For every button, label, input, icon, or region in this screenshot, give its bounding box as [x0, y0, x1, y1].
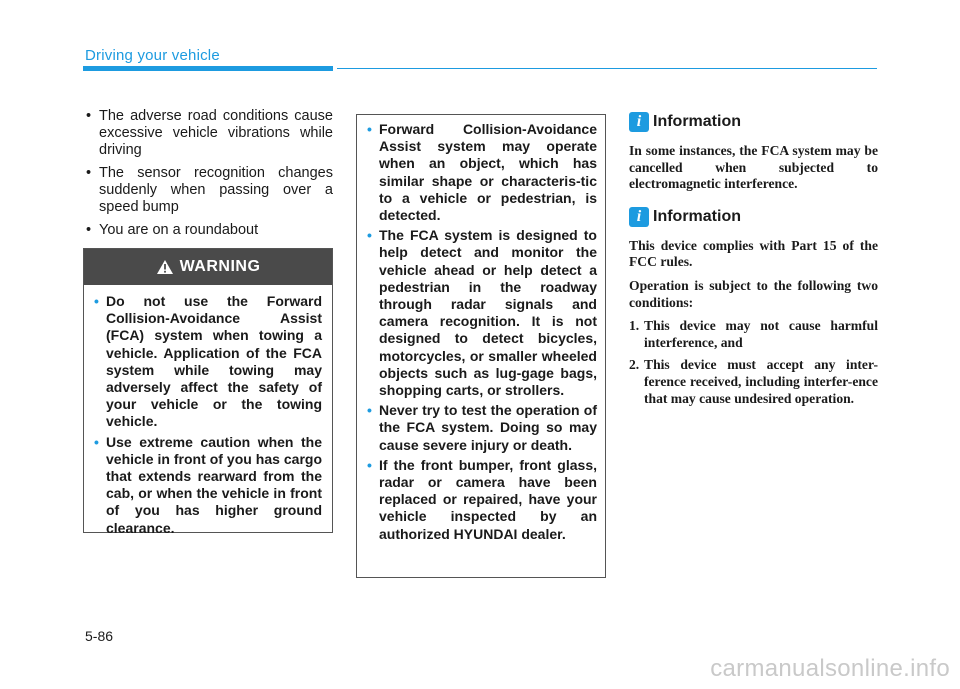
warning-box: [83, 248, 333, 536]
list-item: • The adverse road conditions cause excessive vehicle vibrations while driving: [84, 108, 333, 159]
information-title: Information: [653, 207, 741, 225]
caution-box: [356, 114, 606, 578]
left-column: [84, 108, 333, 245]
watermark: carmanualsonline.info: [710, 655, 950, 682]
information-title: Information: [653, 113, 741, 130]
page-number: 5-86: [85, 628, 114, 644]
list-text: This device must accept any inter-ference received, including interfer-ence that may cause undesired operation.: [644, 357, 878, 406]
fcc-compliance-text: This device complies with Part 15 of the FCC rules.: [629, 237, 878, 270]
information-text: In some instances, the FCA system may be cancelled when subjected to electromagnetic interference.: [629, 143, 878, 192]
fcc-conditions-list: [629, 318, 878, 407]
warning-list: [94, 293, 322, 537]
caution-list: [367, 121, 597, 543]
list-item: [629, 318, 878, 351]
list-item: • Never try to test the operation of the FCA system. Doing so may cause severe injury or death.: [367, 402, 597, 454]
list-item: [629, 357, 878, 407]
list-item: • Do not use the Forward Collision-Avoidance Assist (FCA) system when towing a vehicle. Application of the FCA system while towing may adversely affect the safety of your vehicle or the towing vehicle.: [94, 293, 322, 431]
info-icon: i: [629, 112, 649, 132]
list-item: • Forward Collision-Avoidance Assist system may operate when an object, which has similar shape or characteris-tic to a vehicle or pedestrian, is detected.: [367, 121, 597, 224]
list-item: • If the front bumper, front glass, radar or camera have been replaced or repaired, have your vehicle inspected by an authorized HYUNDAI dealer.: [367, 457, 597, 543]
list-item: • The sensor recognition changes suddenly when passing over a speed bump: [84, 165, 333, 216]
header-rule-thick: [83, 66, 333, 71]
right-column: [629, 112, 878, 413]
information-heading: [629, 112, 878, 132]
warning-triangle-icon: [156, 259, 174, 275]
list-number: 1.: [629, 318, 640, 334]
list-item: • The FCA system is designed to help detect and monitor the vehicle ahead or help detect a pedestrian in the roadway through radar signals and camera recognition. It is not designed to detect bicycles, motorcycles, or smaller wheeled objects such as lug-gage bags, shopping carts, or strollers.: [367, 227, 597, 399]
warning-title: WARNING: [179, 258, 261, 275]
fcc-conditions-intro: Operation is subject to the following two conditions:: [629, 277, 878, 310]
list-item: • You are on a roundabout: [84, 222, 333, 239]
condition-bullet-list: [84, 108, 333, 239]
list-item: • Use extreme caution when the vehicle in front of you has cargo that extends rearward from the cab, or when the vehicle in front of you has higher ground clearance.: [94, 434, 322, 537]
list-number: 2.: [629, 357, 640, 373]
information-heading: [629, 207, 878, 227]
info-icon: i: [629, 207, 649, 227]
section-title: Driving your vehicle: [85, 47, 220, 64]
header-rule-thin: [337, 68, 877, 69]
information-block-2: [629, 207, 878, 407]
warning-header: [84, 249, 332, 285]
information-block-1: [629, 112, 878, 193]
list-text: This device may not cause harmful interference, and: [644, 318, 878, 350]
